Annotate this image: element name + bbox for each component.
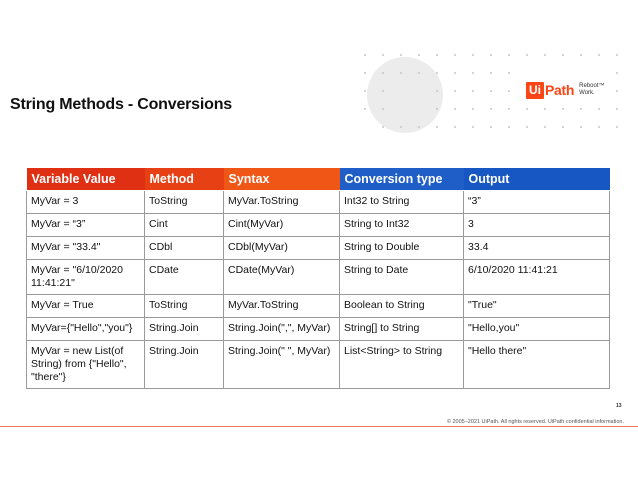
cell-conversion-type: String to Double	[340, 237, 464, 260]
cell-syntax: String.Join(",", MyVar)	[224, 318, 340, 341]
decorative-circle	[367, 57, 443, 133]
cell-method: ToString	[145, 191, 224, 214]
logo-tagline-line-2: Work.	[579, 90, 595, 96]
page-number: 13	[616, 403, 622, 409]
cell-conversion-type: String to Int32	[340, 214, 464, 237]
table-row	[27, 214, 610, 237]
cell-syntax: MyVar.ToString	[224, 191, 340, 214]
cell-conversion-type: String[] to String	[340, 318, 464, 341]
cell-method: Cint	[145, 214, 224, 237]
cell-output: “3”	[464, 191, 610, 214]
header-method: Method	[145, 168, 224, 191]
footer-divider	[0, 426, 638, 427]
logo-tagline-line-1: Reboot™	[579, 83, 605, 89]
cell-syntax: CDate(MyVar)	[224, 260, 340, 295]
uipath-logo	[526, 79, 605, 101]
cell-method: CDate	[145, 260, 224, 295]
header-output: Output	[464, 168, 610, 191]
cell-conversion-type: List<String> to String	[340, 341, 464, 389]
cell-conversion-type: Int32 to String	[340, 191, 464, 214]
cell-method: String.Join	[145, 341, 224, 389]
conversions-table	[26, 167, 610, 389]
cell-output: 3	[464, 214, 610, 237]
slide-title: String Methods - Conversions	[10, 96, 232, 113]
cell-syntax: Cint(MyVar)	[224, 214, 340, 237]
cell-output: "Hello,you"	[464, 318, 610, 341]
cell-variable-value: MyVar = "6/10/2020 11:41:21"	[27, 260, 145, 295]
cell-variable-value: MyVar={"Hello","you"}	[27, 318, 145, 341]
cell-variable-value: MyVar = "33.4"	[27, 237, 145, 260]
logo-path-text: Path	[545, 82, 575, 98]
cell-output: "Hello there"	[464, 341, 610, 389]
cell-syntax: MyVar.ToString	[224, 295, 340, 318]
cell-variable-value: MyVar = “3”	[27, 214, 145, 237]
table-row	[27, 191, 610, 214]
table-row	[27, 237, 610, 260]
logo-tagline	[579, 83, 604, 97]
table-row	[27, 341, 610, 389]
cell-output: 6/10/2020 11:41:21	[464, 260, 610, 295]
table-row	[27, 318, 610, 341]
cell-variable-value: MyVar = True	[27, 295, 145, 318]
cell-output: "True"	[464, 295, 610, 318]
header-conversion-type: Conversion type	[340, 168, 464, 191]
logo-box-text: Ui	[526, 82, 544, 99]
table-row	[27, 295, 610, 318]
cell-conversion-type: Boolean to String	[340, 295, 464, 318]
table-header-row	[27, 168, 610, 191]
header-syntax: Syntax	[224, 168, 340, 191]
cell-conversion-type: String to Date	[340, 260, 464, 295]
cell-syntax: CDbl(MyVar)	[224, 237, 340, 260]
cell-method: ToString	[145, 295, 224, 318]
cell-method: CDbl	[145, 237, 224, 260]
cell-variable-value: MyVar = 3	[27, 191, 145, 214]
cell-syntax: String.Join(" ", MyVar)	[224, 341, 340, 389]
header-variable-value: Variable Value	[27, 168, 145, 191]
cell-method: String.Join	[145, 318, 224, 341]
table-row	[27, 260, 610, 295]
copyright-footer: © 2005–2021 UiPath. All rights reserved. UiPath confidential information.	[446, 419, 624, 425]
cell-output: 33.4	[464, 237, 610, 260]
cell-variable-value: MyVar = new List(of String) from {"Hello", "there"}	[27, 341, 145, 389]
